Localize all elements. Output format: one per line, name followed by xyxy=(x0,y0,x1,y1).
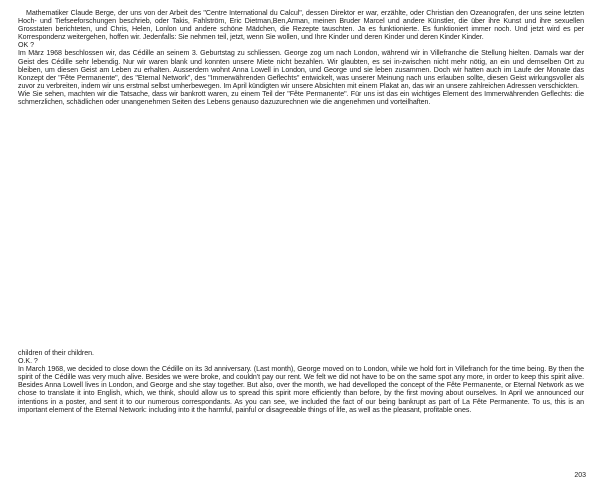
english-text xyxy=(18,349,584,414)
english-line-1: children of their children. xyxy=(18,349,94,357)
german-paragraph-1: Mathematiker Claude Berge, der uns von der Arbeit des "Centre International du Calcul", dessen Direktor er war, erzählte, oder Christian den Ozeanografen, der uns seine letzten Hoch- und Tiefseeforschungen beschrieb, oder Takis, Fahlström, Eric Dietman,Ben,Arman, meinen Bruder Marcel und andere Künstler, die über ihre Kunst und ihre sexuellen Grosstaten berichteten, und Chris, Helen, Lonlon und andere schöne Mädchen, die Rezepte tauschten. Ja es funktionierte. Es funktioniert immer noch. Und jetzt wird es per Korrespondenz weitergehen, hoffen wir. Jedenfalls: Sie nehmen teil, jetzt, wenn Sie wollen, und Ihre Kinder und deren Kinder und deren Kinder Kinder. xyxy=(18,9,584,42)
english-ok: O.K. ? xyxy=(18,357,38,366)
german-paragraph-3: Wie Sie sehen, machten wir die Tatsache, dass wir bankrott waren, zu einem Teil der "Fête Permanente". Für uns ist das ein wichtiges Element des Immerwährenden Geflechts: die schmerzlichen, schädlichen oder unangenehmen Seiten des Lebens genauso dazuzurechnen wie die angenehmen und vorteilhaften. xyxy=(18,89,584,107)
german-paragraph-2: Im März 1968 beschlossen wir, das Cédille an seinem 3. Geburtstag zu schliessen. George zog um nach London, während wir in Villefranche die Stellung hielten. Damals war der Geist des Cédille sehr lebendig. Nur wir waren blank und konnten unsere Miete nicht bezahlen. Wir glaubten, es sei in-zwischen nicht mehr nötig, an ein und demselben Ort zu bleiben, um diesen Geist am Leben zu erhalten. Ausserdem wohnt Anna Lowell in London, und George und sie leben zusammen. Doch wir hatten auch im Laufe der Monate das Konzept der "Fête Permanente", des "Eternal Network", des "Immerwährenden Geflechts" entwickelt, was unserer Meinung nach uns erlauben sollte, diesen Geist wirkungsvoller als zuvor zu verbreiten, indem wir uns erstmal selbst umherbewegen. Im April kündigten wir unsere Absichten mit einem Plakat an, das wir an unsere zahlreichen Adressen verschickten. xyxy=(18,49,584,90)
page-number: 203 xyxy=(574,472,586,479)
english-paragraph: In March 1968, we decided to close down the Cédille on its 3d anniversary. (Last month), George moved on to London, while we hold fort in Villefranch for the time being. By then the spirit of the Cédille was very much alive. Besides we were broke, and couldn't pay our rent. We felt we did not have to be on the same spot any more, in order to keep this spirit alive. Besides Anna Lowell lives in London, and George and she stay together. But also, over the month, we had develloped the concept of the Fête Permanente, or Eternal Network as we chose to translate it into English, which, we think, should allow us to spread this spirit more efficiently than before, by the first moving about ourselves. In April we announced our intentions in a poster, and sent it to our numerous correspondants. As you can see, we included the fact of our being bankrupt as part of La Fête Permanente. To us, this is an important element of the Eternal Network: including into it the harmful, painful or disagreeable things of life, as well as the pleasant, profitable ones. xyxy=(18,365,584,414)
german-text xyxy=(18,9,584,106)
german-ok: OK ? xyxy=(18,41,34,50)
